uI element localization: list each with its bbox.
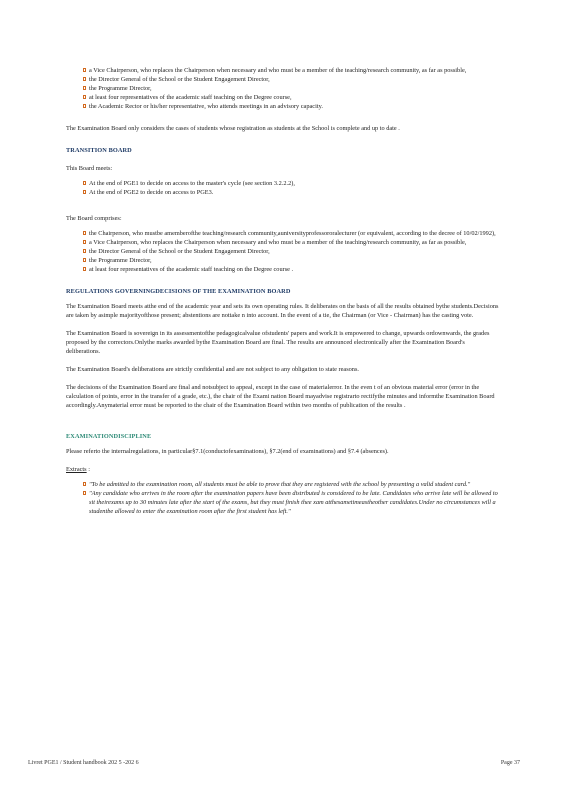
square-bullet-icon	[83, 86, 86, 90]
comprises-intro: The Board comprises:	[66, 215, 122, 222]
square-bullet-icon	[83, 482, 86, 486]
exam-discipline-paragraph: Please referto the internalregulations, in particular§7.1(conductofexaminations), §7.2(end of examinations) and §7.4 (absences).	[66, 448, 389, 455]
footer-handbook-title: Livret PGE1 / Student handbook 202 5 -202 6	[28, 760, 139, 766]
square-bullet-icon	[83, 258, 86, 262]
list-item: "Any candidate who arrives in the room after the examination papers have been distributed is considered to be late. Candidates who arrive late will be allowed to sit theirexams up to 30 minutes late after the start of the exams, but they must finish thee xam atthesametimeastheother candidates.Under no circumstances will a studentbe allowed to enter the examination room after the first student has left."	[66, 489, 500, 516]
list-item: At the end of PGE1 to decide on access to the master's cycle (see section 3.2.2.2),	[66, 179, 500, 188]
regulations-paragraph: The decisions of the Examination Board are final and notsubject to appeal, except in the case of materialerror. In the even t of an obvious material error (error in the calculation of points, error in the transfer of a grade, etc.), the chair of the Exami nation Board mayadvise registrarto rectifythe minutes and informthe Examination Board accordingly.Anymaterial error must be reported to the chair of the Examination Board within two months of publication of the results .	[66, 384, 495, 409]
square-bullet-icon	[83, 231, 86, 235]
list-item: the Academic Rector or his/her representative, who attends meetings in an advisory capacity.	[66, 102, 500, 111]
list-item: the Programme Director,	[66, 84, 500, 93]
square-bullet-icon	[83, 249, 86, 253]
meets-intro: This Board meets:	[66, 165, 113, 172]
meets-list	[66, 179, 500, 197]
list-item: the Programme Director,	[66, 256, 500, 265]
exam-discipline-heading: EXAMINATIONDISCIPLINE	[66, 433, 152, 440]
transition-board-heading: TRANSITION BOARD	[66, 147, 132, 154]
list-item: the Chairperson, who mustbe amemberofthe teaching/research community,auniversityprofessororalecturer (or equivalent, according to the decree of 10/02/1992),	[66, 229, 500, 238]
list-item: at least four representatives of the academic staff teaching on the Degree course .	[66, 265, 500, 274]
regulations-paragraph: The Examination Board is sovereign in its assessmentofthe pedagogicalvalue ofstudents' papers and work.It is empowered to change, upwards ordownwards, the grades proposed by the correctors.Onlythe marks awarded bythe Examination Board are final. The results are announced electronically after the Examination Board's deliberations.	[66, 330, 490, 355]
extracts-link[interactable]: Extracts	[66, 466, 87, 473]
list-item: the Director General of the School or the Student Engagement Director,	[66, 247, 500, 256]
square-bullet-icon	[83, 181, 86, 185]
square-bullet-icon	[83, 267, 86, 271]
footer-page-number: Page 37	[500, 760, 520, 766]
square-bullet-icon	[83, 190, 86, 194]
quotes-list	[66, 480, 500, 516]
regulations-paragraph: The Examination Board's deliberations are strictly confidential and are not subject to any obligation to state reasons.	[66, 366, 359, 373]
extracts-label: Extracts :	[66, 466, 90, 473]
regulations-heading: REGULATIONS GOVERNINGDECISIONS OF THE EXAMINATION BOARD	[66, 288, 291, 295]
square-bullet-icon	[83, 104, 86, 108]
list-item: a Vice Chairperson, who replaces the Chairperson when necessary and who must be a member of the teaching/research community, as far as possible,	[66, 238, 500, 247]
list-item: a Vice Chairperson, who replaces the Chairperson when necessary and who must be a member of the teaching/research community, as far as possible,	[66, 66, 500, 75]
list-item: the Director General of the School or the Student Engagement Director,	[66, 75, 500, 84]
square-bullet-icon	[83, 95, 86, 99]
comprises-list	[66, 229, 500, 274]
list-item: "To be admitted to the examination room, all students must be able to prove that they are registered with the school by presenting a valid student card."	[66, 480, 500, 489]
list-item: at least four representatives of the academic staff teaching on the Degree course,	[66, 93, 500, 102]
page-content	[66, 66, 500, 516]
exam-board-paragraph: The Examination Board only considers the cases of students whose registration as students at the School is complete and up to date .	[66, 125, 400, 132]
square-bullet-icon	[83, 68, 86, 72]
square-bullet-icon	[83, 77, 86, 81]
square-bullet-icon	[83, 240, 86, 244]
square-bullet-icon	[83, 491, 86, 495]
board-members-list	[66, 66, 500, 111]
regulations-paragraph: The Examination Board meets atthe end of the academic year and sets its own operating rules. It deliberates on the basis of all the results obtained bythe students.Decisions are taken by asimple majorityofthose present; abstentions are nottake n into account. In the event of a tie, the Chairman (or Vice - Chairman) has the casting vote.	[66, 303, 499, 319]
page-footer	[28, 760, 520, 766]
list-item: At the end of PGE2 to decide on access to PGE3.	[66, 188, 500, 197]
